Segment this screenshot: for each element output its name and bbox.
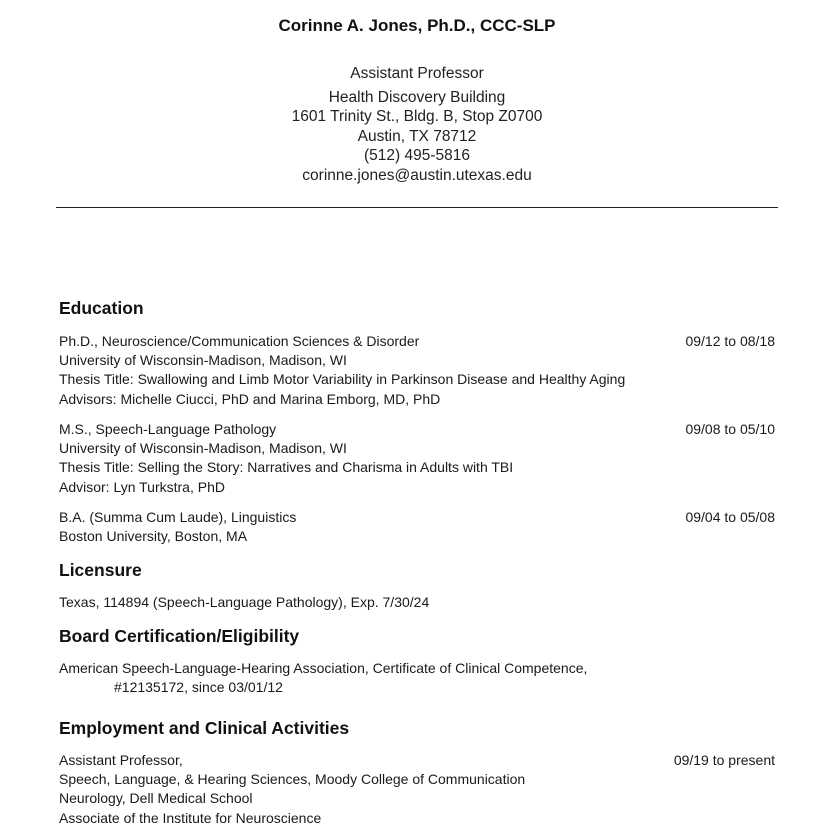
entry-first-line	[59, 751, 775, 770]
entry-first-line	[59, 332, 775, 351]
institution: University of Wisconsin-Madison, Madison, WI	[59, 440, 347, 457]
advisors: Advisors: Michelle Ciucci, PhD and Marina Emborg, MD, PhD	[59, 390, 441, 407]
education-entry-ba	[59, 508, 775, 546]
street-line: 1601 Trinity St., Bldg. B, Stop Z0700	[291, 108, 543, 125]
phone-line: (512) 495-5816	[364, 147, 470, 164]
person-name: Corinne A. Jones, Ph.D., CCC-SLP	[278, 16, 556, 35]
city-line: Austin, TX 78712	[357, 127, 477, 145]
date-range: 09/12 to 08/18	[685, 333, 775, 349]
building-line: Health Discovery Building	[328, 88, 506, 106]
degree: M.S., Speech-Language Pathology	[59, 421, 277, 437]
education-entry-ms	[59, 420, 775, 497]
entry-first-line	[59, 420, 775, 439]
employment-entry	[59, 751, 775, 828]
date-range: 09/08 to 05/10	[685, 421, 775, 437]
position-title: Assistant Professor	[350, 65, 484, 82]
certification-line: American Speech-Language-Hearing Association, Certificate of Clinical Competence,	[59, 660, 588, 676]
license-text: Texas, 114894 (Speech-Language Pathology), Exp. 7/30/24	[59, 594, 430, 610]
degree: Ph.D., Neuroscience/Communication Sciences & Disorder	[59, 333, 420, 349]
entry-first-line	[59, 508, 775, 527]
department-line: Neurology, Dell Medical School	[59, 790, 253, 807]
licensure-heading: Licensure	[59, 560, 142, 580]
licensure-entry	[59, 593, 775, 612]
date-range: 09/19 to present	[673, 752, 775, 768]
board-heading: Board Certification/Eligibility	[59, 626, 300, 646]
department-line: Associate of the Institute for Neuroscience	[59, 809, 322, 826]
education-heading: Education	[59, 298, 144, 318]
degree: B.A. (Summa Cum Laude), Linguistics	[59, 509, 297, 525]
education-entry-phd	[59, 332, 775, 409]
board-entry	[59, 659, 775, 697]
employment-heading: Employment and Clinical Activities	[59, 718, 350, 738]
header-divider	[56, 207, 778, 208]
date-range: 09/04 to 05/08	[685, 509, 775, 525]
thesis-title: Thesis Title: Selling the Story: Narratives and Charisma in Adults with TBI	[59, 459, 514, 476]
thesis-title: Thesis Title: Swallowing and Limb Motor Variability in Parkinson Disease and Healthy Aging	[59, 371, 626, 388]
email-line: corinne.jones@austin.utexas.edu	[302, 166, 532, 184]
contact-block	[56, 64, 778, 185]
institution: Boston University, Boston, MA	[59, 528, 248, 545]
cv-header	[56, 14, 778, 185]
institution: University of Wisconsin-Madison, Madison, WI	[59, 352, 347, 369]
advisors: Advisor: Lyn Turkstra, PhD	[59, 478, 225, 495]
role: Assistant Professor,	[59, 752, 183, 768]
certification-number: #12135172, since 03/01/12	[114, 679, 283, 696]
department-line: Speech, Language, & Hearing Sciences, Moody College of Communication	[59, 771, 526, 788]
